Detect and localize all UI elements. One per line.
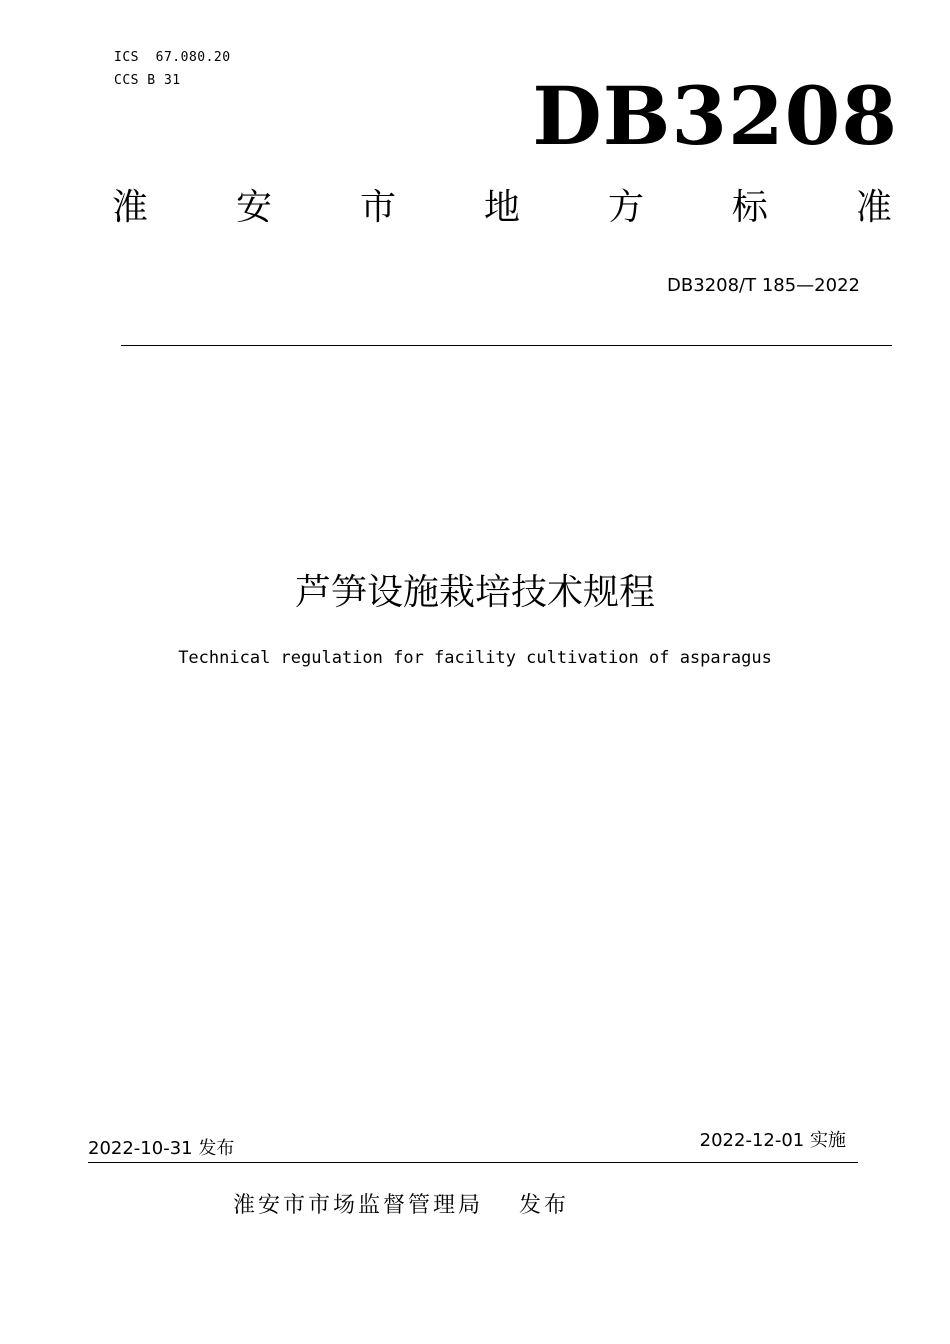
publisher-action: 发布: [519, 1193, 570, 1218]
category-char: 淮: [112, 187, 149, 228]
document-title-chinese: 芦笋设施栽培技术规程: [294, 572, 655, 613]
publisher-line: [233, 1190, 569, 1222]
top-divider: [121, 345, 892, 346]
category-char: 准: [855, 187, 892, 228]
document-title-english: Technical regulation for facility cultivation of asparagus: [178, 648, 772, 668]
standard-code: DB3208: [532, 69, 898, 163]
category-char: 地: [483, 187, 520, 228]
issue-date: 2022-10-31 发布: [88, 1138, 235, 1159]
publisher-name: 淮安市市场监督管理局: [233, 1193, 484, 1218]
implementation-date: 2022-12-01 实施: [699, 1130, 846, 1151]
category-char: 安: [235, 187, 272, 228]
bottom-divider: [88, 1162, 858, 1163]
ics-code: ICS 67.080.20: [114, 50, 231, 65]
standard-number: DB3208/T 185—2022: [667, 275, 860, 296]
category-char: 方: [607, 187, 644, 228]
ccs-code: CCS B 31: [114, 73, 181, 88]
standard-category: [112, 184, 892, 232]
category-char: 标: [731, 187, 768, 228]
category-char: 市: [359, 187, 396, 228]
